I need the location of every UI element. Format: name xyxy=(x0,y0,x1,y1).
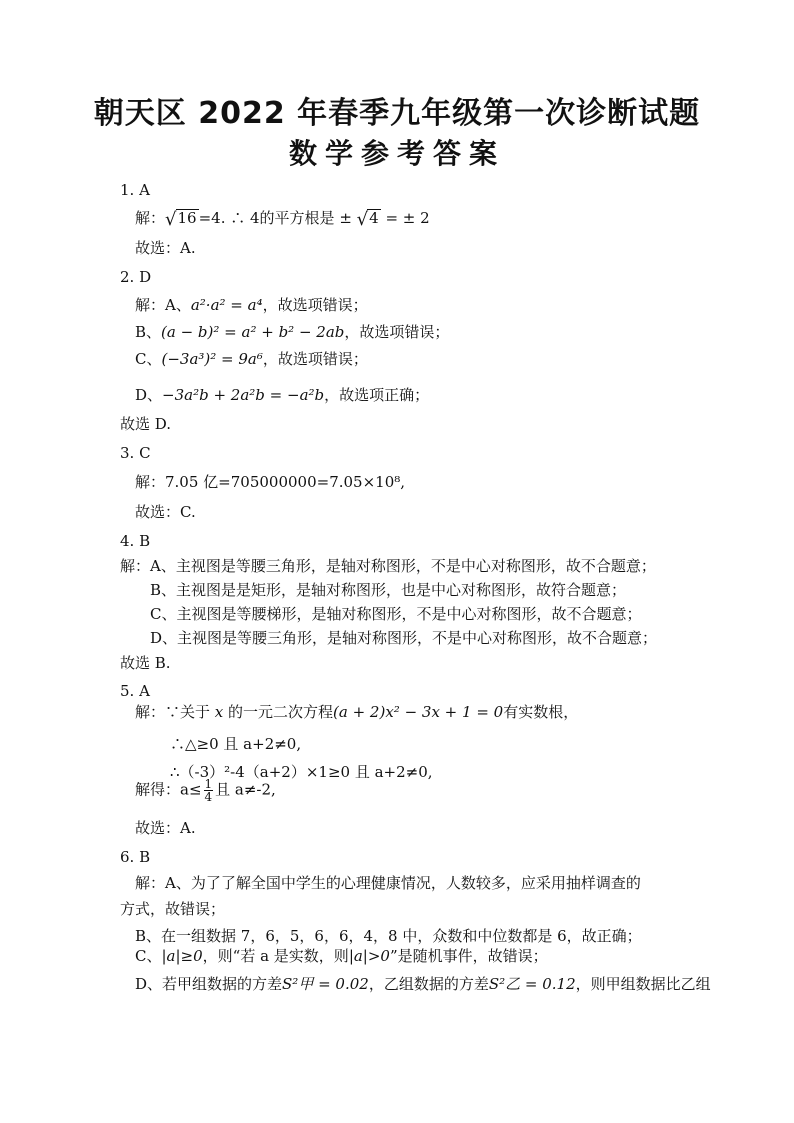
q4-head: 4. B xyxy=(120,532,151,550)
q2-d-expr: −3a²b + 2a²b = −a²b xyxy=(162,386,325,404)
q2-c-expr: (−3a³)² = 9a⁶ xyxy=(161,350,263,368)
q1-sqrt-arg: 16 xyxy=(177,209,197,227)
q5-l4-tail: 且 a≠-2, xyxy=(215,780,276,799)
q6-c-abs1: |a|≥0 xyxy=(161,947,203,965)
q2-line-b xyxy=(135,322,449,342)
q4-line-d: D、主视图是等腰三角形，是轴对称图形，不是中心对称图形，故不合题意； xyxy=(150,629,658,647)
sqrt-symbol: √ xyxy=(165,209,177,230)
q1-sol-prefix: 解： xyxy=(135,209,166,227)
q6-d-s1: S²甲 = 0.02 xyxy=(282,975,369,993)
q3-choice: 故选：C. xyxy=(135,503,196,521)
q5-line-1 xyxy=(135,702,578,722)
q6-d-s2: S²乙 = 0.12 xyxy=(488,975,576,993)
q6-d-mid: ，乙组数据的方差 xyxy=(368,975,489,993)
q6-c-tail: ”是随机事件，故错误； xyxy=(389,947,548,965)
q2-a-expr: a²·a² = a⁴ xyxy=(190,296,263,314)
q4-line-a: 解：A、主视图是等腰三角形，是轴对称图形，不是中心对称图形，故不合题意； xyxy=(120,557,656,575)
q6-d-tail: ，则甲组数据比乙组 xyxy=(575,975,711,993)
page-subtitle: 数学参考答案 xyxy=(288,137,505,170)
q6-c-abs2: |a|>0 xyxy=(348,947,390,965)
q5-head: 5. A xyxy=(120,682,150,700)
q2-d-tail: ，故选项正确； xyxy=(324,386,430,404)
fraction-numerator: 1 xyxy=(204,777,213,791)
q2-line-d xyxy=(135,385,429,405)
q2-b-tail: ，故选项错误； xyxy=(344,323,450,341)
q1-sol-end: = ± 2 xyxy=(380,209,430,227)
q2-b-prefix: B、 xyxy=(135,323,162,341)
q6-c-mid: ，则“若 a 是实数，则 xyxy=(202,947,349,965)
q2-c-prefix: C、 xyxy=(135,350,162,368)
q2-choice: 故选 D. xyxy=(120,415,172,433)
page-title: 朝天区 2022 年春季九年级第一次诊断试题 xyxy=(93,96,701,131)
q5-l1-tail: 有实数根， xyxy=(503,703,579,721)
q5-l1-mid: 的一元二次方程 xyxy=(223,703,334,721)
q2-b-expr: (a − b)² = a² + b² − 2ab xyxy=(161,323,345,341)
q5-l4-prefix: 解得：a≤ xyxy=(135,780,202,799)
q6-line-c xyxy=(135,946,548,966)
q5-l1-prefix: 解：∵关于 xyxy=(135,703,215,721)
q6-c-prefix: C、 xyxy=(135,947,162,965)
q5-choice: 故选：A. xyxy=(135,819,196,837)
q2-line-c xyxy=(135,349,368,369)
q1-sol-mid: =4. ∴ 4的平方根是 ± xyxy=(198,209,357,227)
fraction xyxy=(204,778,214,803)
q2-d-prefix: D、 xyxy=(135,386,163,404)
q6-line-a2: 方式，故错误； xyxy=(120,900,226,918)
q2-c-tail: ，故选项错误； xyxy=(262,350,368,368)
q4-line-b: B、主视图是是矩形，是轴对称图形，也是中心对称图形，故符合题意； xyxy=(150,581,627,599)
q2-a-prefix: 解：A、 xyxy=(135,296,191,314)
q3-head: 3. C xyxy=(120,444,151,462)
q5-l1-expr: (a + 2)x² − 3x + 1 = 0 xyxy=(333,703,504,721)
q2-head: 2. D xyxy=(120,268,152,286)
q3-solution: 解：7.05 亿=705000000=7.05×10⁸, xyxy=(135,473,406,491)
q2-line-a xyxy=(135,295,368,315)
q5-line-4 xyxy=(135,778,276,803)
q5-line-2: ∴△≥0 且 a+2≠0, xyxy=(170,735,302,753)
q1-solution xyxy=(135,208,430,230)
q6-head: 6. B xyxy=(120,848,151,866)
q5-l1-var: x xyxy=(214,703,224,721)
sqrt-symbol: √ xyxy=(356,209,369,230)
q4-line-c: C、主视图是等腰梯形，是轴对称图形，不是中心对称图形，故不合题意； xyxy=(150,605,642,623)
q1-sqrt-arg2: 4 xyxy=(369,209,379,227)
q6-line-a1: 解：A、为了了解全国中学生的心理健康情况，人数较多，应采用抽样调查的 xyxy=(135,874,641,892)
q1-head: 1. A xyxy=(120,181,150,199)
q6-d-prefix: D、若甲组数据的方差 xyxy=(135,975,283,993)
q4-choice: 故选 B. xyxy=(120,654,171,672)
q6-line-b: B、在一组数据 7，6，5，6，6，4，8 中，众数和中位数都是 6，故正确； xyxy=(135,927,642,945)
fraction-denominator: 4 xyxy=(204,790,213,804)
q2-a-tail: ，故选项错误； xyxy=(262,296,368,314)
q5-line-3: ∴（-3）²-4（a+2）×1≥0 且 a+2≠0, xyxy=(170,763,433,781)
q6-line-d xyxy=(135,974,711,994)
q1-choice: 故选：A. xyxy=(135,239,196,257)
